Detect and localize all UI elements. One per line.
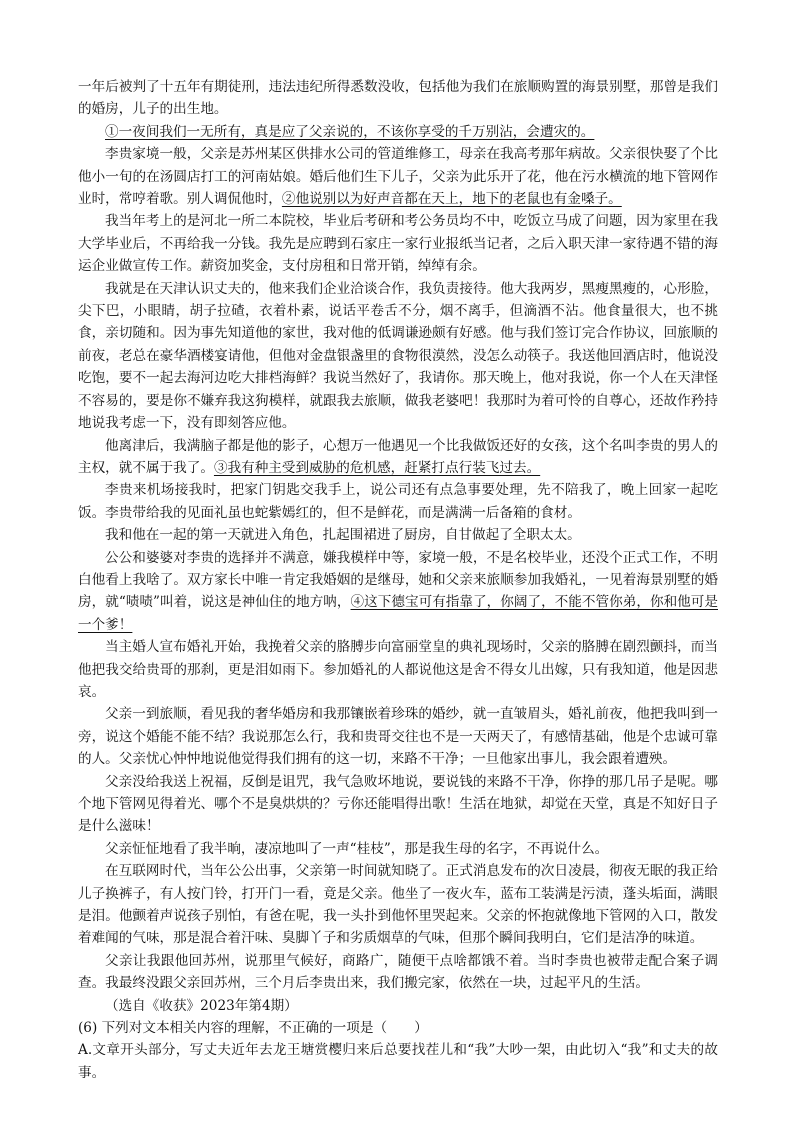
paragraph-1: 一年后被判了十五年有期徒刑，违法违纪所得悉数没收，包括他为我们在旅顺购置的海景别墅，那曾是我们的婚房，儿子的出生地。 [78, 79, 718, 118]
underlined-sentence-2: ②他说别以为好声音都在天上，地下的老鼠也有金嗓子。 [281, 191, 622, 208]
paragraph-6: 他离津后，我满脑子都是他的影子，心想万一他遇见一个比我做饭还好的女孩，这个名叫李贵的男人的主权，就不属于我了。③我有种主受到威胁的危机感，赶紧打点行装飞过去。 [78, 437, 718, 476]
paragraph-12: 父亲没给我送上祝福，反倒是诅咒，我气急败坏地说，要说钱的来路不干净，你挣的那几吊子是呢。哪个地下管网见得着光、哪个不是臭烘烘的？亏你还能唱得出歌！生活在地狱，却觉在天堂，真是不知好日子是什么滋味！ [78, 773, 718, 835]
question-6: (6) 下列对文本相关内容的理解，不正确的一项是（ ） [78, 1020, 428, 1037]
underlined-sentence-4: ④这下德宝可有指靠了，你阔了，不能不管你弟，你和他可是一个爹！ [78, 594, 718, 633]
paragraph-11: 父亲一到旅顺，看见我的奢华婚房和我那镶嵌着珍珠的婚纱，就一直皱眉头，婚礼前夜，他把我叫到一旁，说这个婚能不能不结？我说那怎么行，我和贵哥交往也不是一天两天了，有感情基础，他是个忠诚可靠的人。父亲忧心忡忡地说他觉得我们拥有的这一切，来路不干净；一旦他家出事儿，我会跟着遭殃。 [78, 706, 718, 768]
paragraph-10: 当主婚人宣布婚礼开始，我挽着父亲的胳膊步向富丽堂皇的典礼现场时，父亲的胳膊在剧烈颤抖，而当他把我交给贵哥的那刹，更是泪如雨下。参加婚礼的人都说他这是舍不得女儿出嫁，只有我知道，他是因悲哀。 [78, 639, 718, 700]
paragraph-7: 李贵来机场接我时，把家门钥匙交我手上，说公司还有点急事要处理，先不陪我了，晚上回家一起吃饭。李贵带给我的见面礼虽也蛇紫嫣红的，但不是鲜花，而是满满一后备箱的食材。 [78, 482, 718, 521]
paragraph-13: 父亲怔怔地看了我半晌，凄凉地叫了一声“桂枝”，那是我生母的名字，不再说什么。 [105, 840, 609, 857]
paragraph-15: 父亲让我跟他回苏州，说那里气候好，商路广，随便干点啥都饿不着。当时李贵也被带走配合案子调查。我最终没跟父亲回苏州，三个月后李贵出来，我们搬完家，依然在一块，过起平凡的生活。 [78, 952, 718, 992]
paragraph-5: 我就是在天津认识丈夫的，他来我们企业洽谈合作，我负责接待。他大我两岁，黑瘦黑瘦的，心形脸，尖下巴，小眼睛，胡子拉碴，衣着朴素，说话平卷舌不分，烟不离手，但滴酒不沾。他食量很大，也不挑食，亲切随和。因为事先知道他的家世，我对他的低调谦逊颇有好感。他与我们签订完合作协议，回旅顺的前夜，老总在豪华酒楼宴请他，但他对金盘银盏里的食物很漠然，没怎么动筷子。我送他回酒店时，他说没吃饱，要不一起去海河边吃大排档海鲜？我说当然好了，我请你。那天晚上，他对我说，你一个人在天津怪不容易的，要是你不嫌弃我这狗模样，就跟我去旅顺，做我老婆吧！我那时为着可怜的自尊心，还故作矜持地说我考虑一下，没有即刻答应他。 [78, 280, 718, 432]
source-citation: （选自《收获》2023年第4期） [105, 997, 298, 1014]
option-a: A.文章开头部分，写丈夫近年去龙王塘赏樱归来后总要找茬儿和“我”大吵一架，由此切入“我”和丈夫的故事。 [78, 1042, 718, 1081]
paragraph-9: 公公和婆婆对李贵的选择并不满意，嫌我模样中等，家境一般，不是名校毕业，还没个正式工作，不明白他看上我啥了。双方家长中唯一肯定我婚姻的是继母，她和父亲来旅顺参加我婚礼，一见着海景别墅的婚房，就“啧啧”叫着，说这是神仙住的地方呐，④这下德宝可有指靠了，你阔了，不能不管你弟，你和他可是一个爹！ [78, 549, 718, 633]
underlined-sentence-3: ③我有种主受到威胁的危机感，赶紧打点行装飞过去。 [213, 459, 541, 476]
paragraph-14: 在互联网时代，当年公公出事，父亲第一时间就知晓了。正式消息发布的次日凌晨，彻夜无眠的我正给儿子换裤子，有人按门铃，打开门一看，竟是父亲。他坐了一夜火车，蓝布工装满是污渍，蓬头垢面，满眼是泪。他颤着声说孩子别怕，有爸在呢，我一头扑到他怀里哭起来。父亲的怀抱就像地下管网的入口，散发着难闻的气味，那是混合着汗味、臭脚丫子和劣质烟草的气味，但那个瞬间我明白，它们是洁净的味道。 [78, 863, 718, 947]
article-body [78, 76, 718, 1084]
paragraph-2 [78, 121, 718, 143]
underlined-sentence-1: ①一夜间我们一无所有，真是应了父亲说的，不该你享受的千万别沾，会遭灾的。 [105, 123, 595, 140]
paragraph-4: 我当年考上的是河北一所二本院校，毕业后考研和考公务员均不中，吃饭立马成了问题，因为家里在我大学毕业后，不再给我一分钱。我先是应聘到石家庄一家行业报纸当记者，之后入职天津一家待遇不错的海运企业做宣传工作。薪资加奖金，支付房租和日常开销，绰绰有余。 [78, 213, 718, 275]
paragraph-3: 李贵家境一般，父亲是苏州某区供排水公司的管道维修工，母亲在我高考那年病故。父亲很快娶了个比他小一旬的在汤圆店打工的河南姑娘。婚后他们生下儿子，父亲为此乐开了花，他在污水横流的地下管网作业时，常哼着歌。别人调侃他时，②他说别以为好声音都在天上，地下的老鼠也有金嗓子。 [78, 146, 718, 208]
paragraph-8: 我和他在一起的第一天就进入角色，扎起围裙进了厨房，自甘做起了全职太太。 [105, 527, 581, 544]
